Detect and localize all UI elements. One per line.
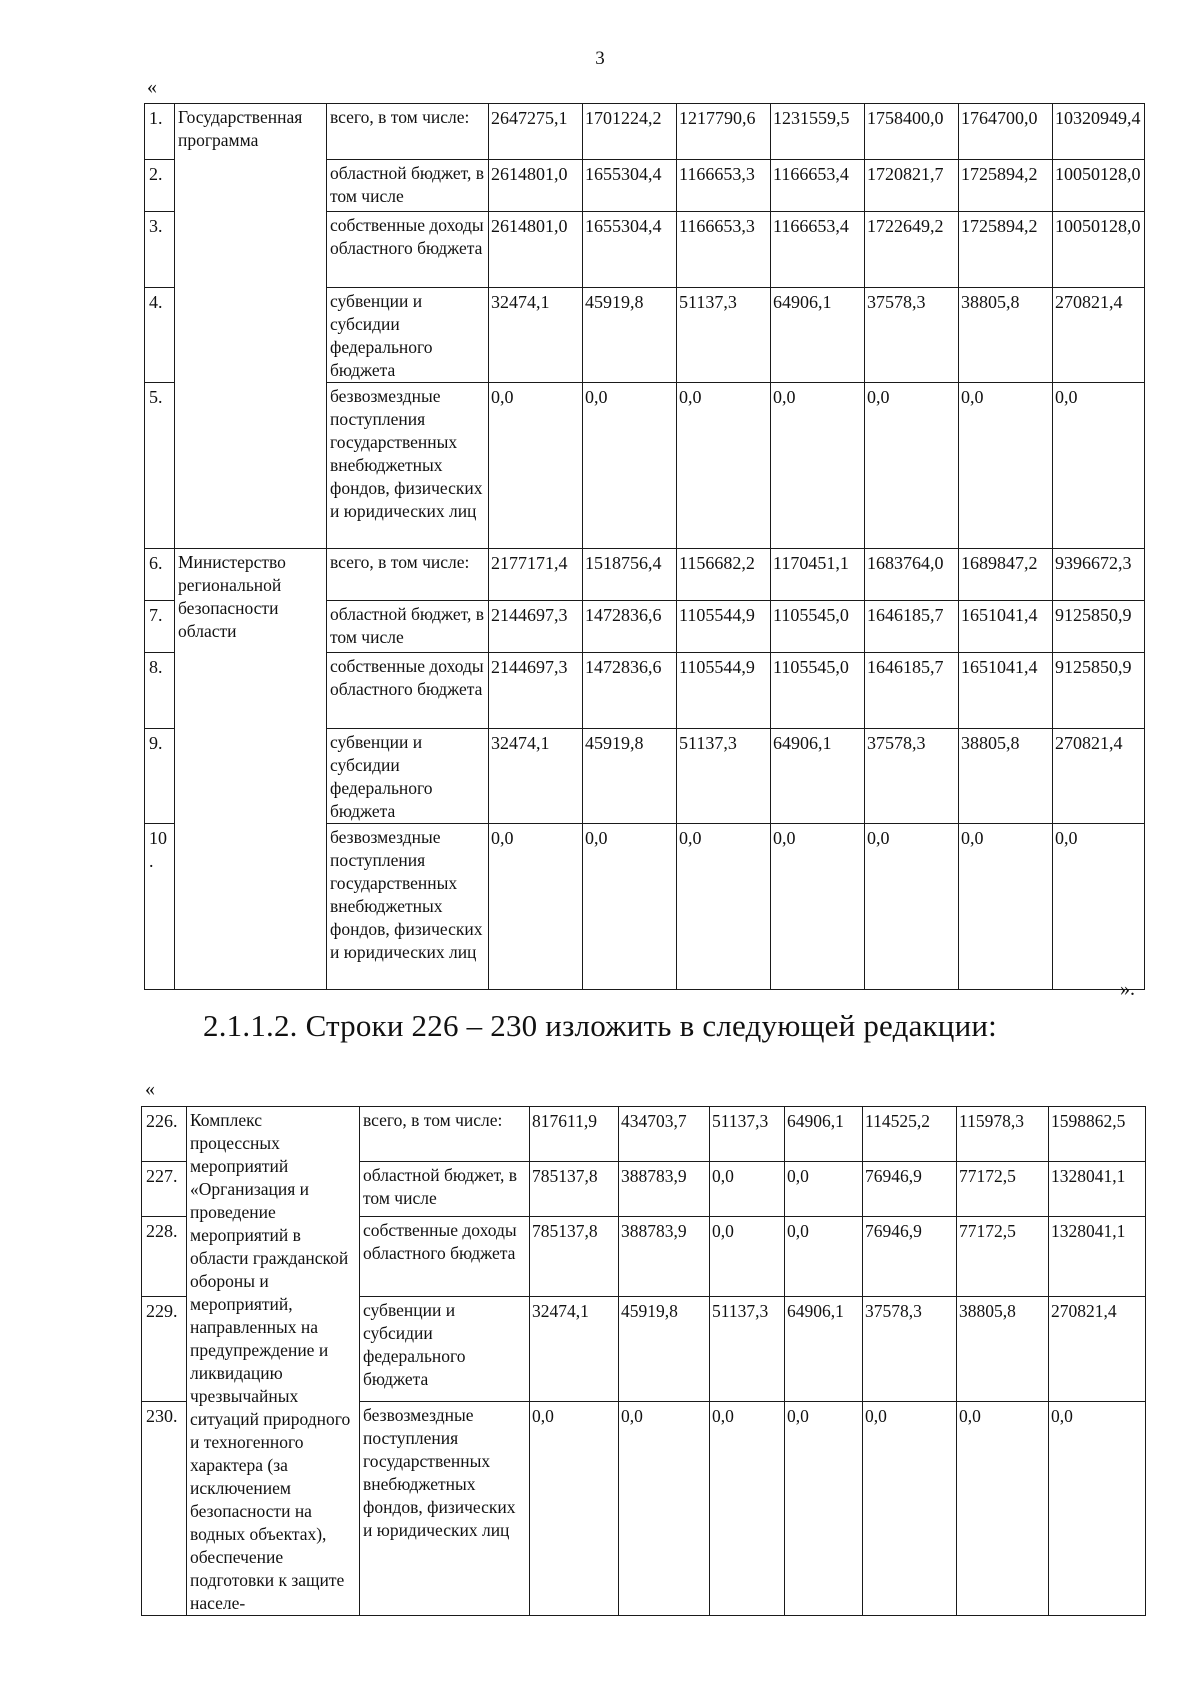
amount-cell: 9396672,3 <box>1053 549 1145 601</box>
budget-table-1 <box>144 103 1145 990</box>
amount-cell: 37578,3 <box>865 729 959 824</box>
amount-cell: 1217790,6 <box>677 104 771 160</box>
amount-cell: 1720821,7 <box>865 160 959 212</box>
amount-cell: 10050128,0 <box>1053 160 1145 212</box>
amount-cell: 1170451,1 <box>771 549 865 601</box>
amount-cell: 51137,3 <box>677 288 771 383</box>
row-number: 3. <box>145 212 175 288</box>
row-number: 5. <box>145 383 175 549</box>
amount-cell: 1166653,3 <box>677 212 771 288</box>
amount-cell: 76946,9 <box>863 1217 957 1296</box>
amount-cell: 51137,3 <box>677 729 771 824</box>
row-number: 4. <box>145 288 175 383</box>
open-quote-2: « <box>145 1078 155 1100</box>
amount-cell: 0,0 <box>1049 1401 1146 1615</box>
amount-cell: 32474,1 <box>489 729 583 824</box>
amount-cell: 10320949,4 <box>1053 104 1145 160</box>
amount-cell: 0,0 <box>785 1162 863 1217</box>
funding-source-label: безвозмездные поступления государственных внебюджетных фондов, физических и юридических лиц <box>327 383 489 549</box>
amount-cell: 0,0 <box>959 824 1053 990</box>
amount-cell: 1701224,2 <box>583 104 677 160</box>
amount-cell: 0,0 <box>1053 383 1145 549</box>
amount-cell: 785137,8 <box>530 1217 619 1296</box>
funding-source-label: безвозмездные поступления государственных внебюджетных фондов, физических и юридических лиц <box>360 1401 530 1615</box>
amount-cell: 0,0 <box>677 383 771 549</box>
section-heading: 2.1.1.2. Строки 226 – 230 изложить в следующей редакции: <box>203 1008 997 1043</box>
amount-cell: 1231559,5 <box>771 104 865 160</box>
funding-source-label: субвенции и субсидии федерального бюджета <box>360 1296 530 1401</box>
amount-cell: 0,0 <box>583 824 677 990</box>
row-number: 7. <box>145 601 175 653</box>
amount-cell: 37578,3 <box>863 1296 957 1401</box>
amount-cell: 1105544,9 <box>677 601 771 653</box>
amount-cell: 10050128,0 <box>1053 212 1145 288</box>
row-number: 6. <box>145 549 175 601</box>
amount-cell: 1166653,3 <box>677 160 771 212</box>
amount-cell: 114525,2 <box>863 1107 957 1162</box>
amount-cell: 1725894,2 <box>959 160 1053 212</box>
row-number: 226. <box>142 1107 187 1162</box>
amount-cell: 64906,1 <box>771 288 865 383</box>
funding-source-label: областной бюджет, в том числе <box>327 601 489 653</box>
amount-cell: 32474,1 <box>530 1296 619 1401</box>
table-row <box>142 1107 1146 1162</box>
amount-cell: 1518756,4 <box>583 549 677 601</box>
amount-cell: 0,0 <box>489 383 583 549</box>
amount-cell: 37578,3 <box>865 288 959 383</box>
amount-cell: 1166653,4 <box>771 212 865 288</box>
amount-cell: 0,0 <box>865 383 959 549</box>
amount-cell: 1655304,4 <box>583 160 677 212</box>
amount-cell: 1689847,2 <box>959 549 1053 601</box>
amount-cell: 1472836,6 <box>583 653 677 729</box>
amount-cell: 1598862,5 <box>1049 1107 1146 1162</box>
amount-cell: 270821,4 <box>1053 288 1145 383</box>
amount-cell: 0,0 <box>677 824 771 990</box>
program-name: Министерство региональной безопасности области <box>175 549 327 990</box>
budget-table-2 <box>141 1106 1146 1616</box>
funding-source-label: субвенции и субсидии федерального бюджета <box>327 729 489 824</box>
amount-cell: 0,0 <box>863 1401 957 1615</box>
amount-cell: 1764700,0 <box>959 104 1053 160</box>
open-quote-1: « <box>147 76 157 98</box>
page-number: 3 <box>595 48 605 69</box>
amount-cell: 2144697,3 <box>489 601 583 653</box>
funding-source-label: собственные доходы областного бюджета <box>360 1217 530 1296</box>
amount-cell: 64906,1 <box>771 729 865 824</box>
amount-cell: 0,0 <box>771 824 865 990</box>
amount-cell: 1646185,7 <box>865 601 959 653</box>
amount-cell: 0,0 <box>710 1401 785 1615</box>
amount-cell: 1328041,1 <box>1049 1162 1146 1217</box>
amount-cell: 1105544,9 <box>677 653 771 729</box>
amount-cell: 0,0 <box>619 1401 710 1615</box>
amount-cell: 1472836,6 <box>583 601 677 653</box>
amount-cell: 77172,5 <box>957 1217 1049 1296</box>
amount-cell: 270821,4 <box>1053 729 1145 824</box>
amount-cell: 1651041,4 <box>959 601 1053 653</box>
amount-cell: 9125850,9 <box>1053 653 1145 729</box>
amount-cell: 1722649,2 <box>865 212 959 288</box>
amount-cell: 2647275,1 <box>489 104 583 160</box>
amount-cell: 0,0 <box>1053 824 1145 990</box>
program-name: Комплекс процессных мероприятий «Организация и проведение мероприятий в области гражданской обороны и мероприятий, направленных на предупреждение и ликвидацию чрезвычайных ситуаций природного и техногенного характера (за исключением безопасности на водных объектах), обеспечение подготовки к защите населе- <box>187 1107 360 1616</box>
row-number: 230. <box>142 1401 187 1615</box>
table-row <box>145 549 1145 601</box>
funding-source-label: областной бюджет, в том числе <box>360 1162 530 1217</box>
row-number: 10. <box>145 824 175 990</box>
funding-source-label: всего, в том числе: <box>360 1107 530 1162</box>
funding-source-label: всего, в том числе: <box>327 104 489 160</box>
amount-cell: 0,0 <box>583 383 677 549</box>
amount-cell: 1758400,0 <box>865 104 959 160</box>
amount-cell: 51137,3 <box>710 1107 785 1162</box>
amount-cell: 2614801,0 <box>489 160 583 212</box>
amount-cell: 0,0 <box>489 824 583 990</box>
amount-cell: 38805,8 <box>957 1296 1049 1401</box>
amount-cell: 77172,5 <box>957 1162 1049 1217</box>
amount-cell: 76946,9 <box>863 1162 957 1217</box>
amount-cell: 115978,3 <box>957 1107 1049 1162</box>
amount-cell: 2144697,3 <box>489 653 583 729</box>
funding-source-label: областной бюджет, в том числе <box>327 160 489 212</box>
amount-cell: 0,0 <box>710 1217 785 1296</box>
amount-cell: 1156682,2 <box>677 549 771 601</box>
amount-cell: 0,0 <box>710 1162 785 1217</box>
row-number: 8. <box>145 653 175 729</box>
amount-cell: 0,0 <box>785 1401 863 1615</box>
amount-cell: 1105545,0 <box>771 653 865 729</box>
row-number: 227. <box>142 1162 187 1217</box>
amount-cell: 64906,1 <box>785 1107 863 1162</box>
funding-source-label: субвенции и субсидии федерального бюджета <box>327 288 489 383</box>
amount-cell: 0,0 <box>957 1401 1049 1615</box>
funding-source-label: собственные доходы областного бюджета <box>327 653 489 729</box>
amount-cell: 434703,7 <box>619 1107 710 1162</box>
amount-cell: 1646185,7 <box>865 653 959 729</box>
close-quote: ». <box>1120 978 1135 1000</box>
amount-cell: 51137,3 <box>710 1296 785 1401</box>
amount-cell: 785137,8 <box>530 1162 619 1217</box>
amount-cell: 0,0 <box>785 1217 863 1296</box>
amount-cell: 817611,9 <box>530 1107 619 1162</box>
amount-cell: 64906,1 <box>785 1296 863 1401</box>
amount-cell: 1166653,4 <box>771 160 865 212</box>
amount-cell: 0,0 <box>530 1401 619 1615</box>
amount-cell: 1328041,1 <box>1049 1217 1146 1296</box>
amount-cell: 2614801,0 <box>489 212 583 288</box>
amount-cell: 32474,1 <box>489 288 583 383</box>
amount-cell: 45919,8 <box>619 1296 710 1401</box>
funding-source-label: всего, в том числе: <box>327 549 489 601</box>
program-name: Государственная программа <box>175 104 327 549</box>
amount-cell: 1683764,0 <box>865 549 959 601</box>
amount-cell: 0,0 <box>771 383 865 549</box>
amount-cell: 0,0 <box>959 383 1053 549</box>
table-row <box>145 104 1145 160</box>
amount-cell: 1725894,2 <box>959 212 1053 288</box>
funding-source-label: собственные доходы областного бюджета <box>327 212 489 288</box>
amount-cell: 0,0 <box>865 824 959 990</box>
row-number: 1. <box>145 104 175 160</box>
amount-cell: 45919,8 <box>583 729 677 824</box>
amount-cell: 38805,8 <box>959 729 1053 824</box>
amount-cell: 1655304,4 <box>583 212 677 288</box>
amount-cell: 388783,9 <box>619 1162 710 1217</box>
amount-cell: 270821,4 <box>1049 1296 1146 1401</box>
row-number: 9. <box>145 729 175 824</box>
amount-cell: 9125850,9 <box>1053 601 1145 653</box>
row-number: 228. <box>142 1217 187 1296</box>
amount-cell: 38805,8 <box>959 288 1053 383</box>
amount-cell: 45919,8 <box>583 288 677 383</box>
amount-cell: 388783,9 <box>619 1217 710 1296</box>
row-number: 229. <box>142 1296 187 1401</box>
funding-source-label: безвозмездные поступления государственных внебюджетных фондов, физических и юридических лиц <box>327 824 489 990</box>
amount-cell: 2177171,4 <box>489 549 583 601</box>
row-number: 2. <box>145 160 175 212</box>
amount-cell: 1105545,0 <box>771 601 865 653</box>
amount-cell: 1651041,4 <box>959 653 1053 729</box>
